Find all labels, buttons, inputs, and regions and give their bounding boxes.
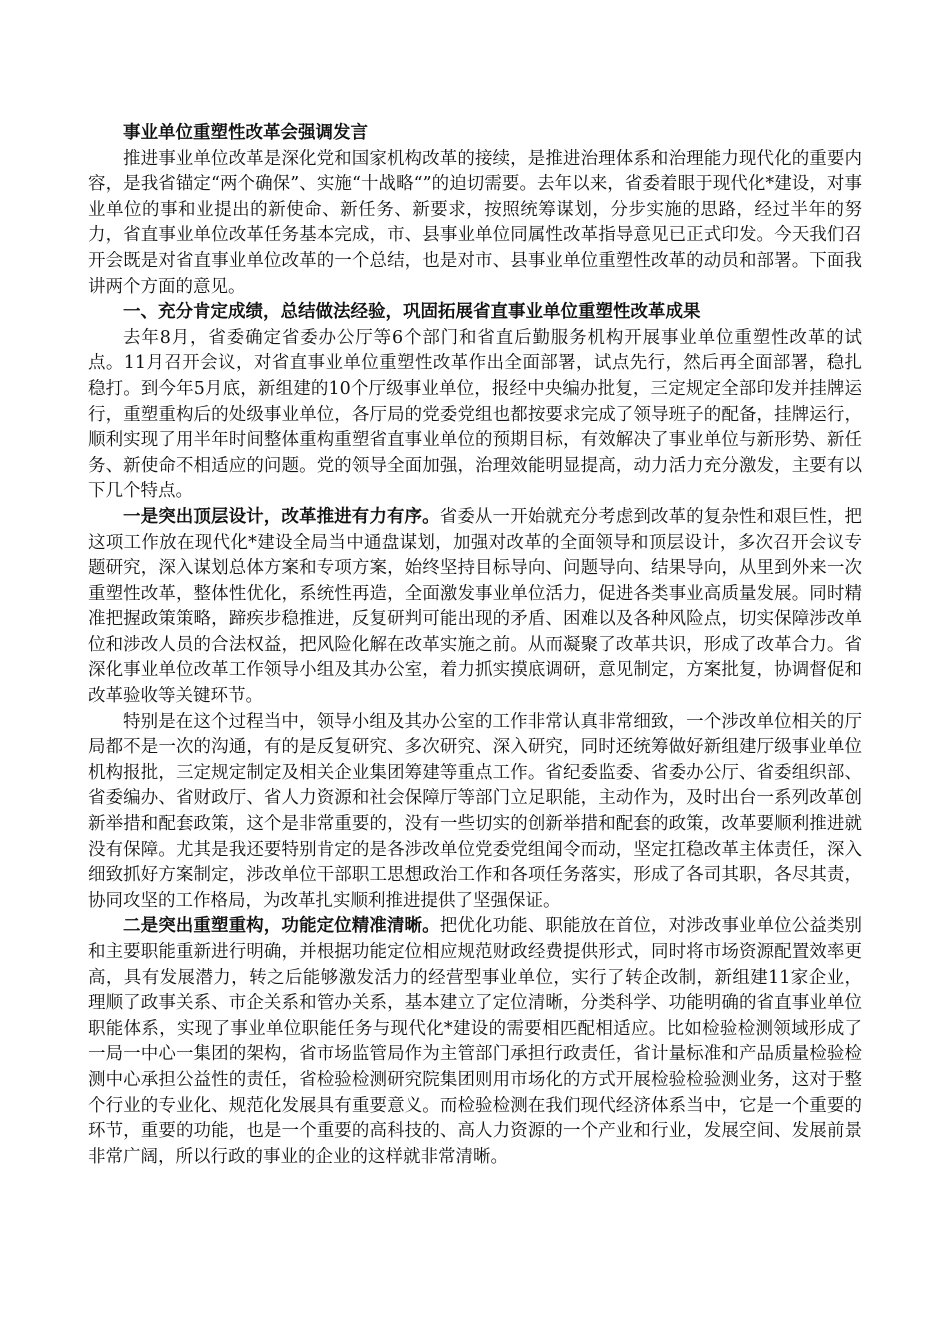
point-1-body: 省委从一开始就充分考虑到改革的复杂性和艰巨性，把这项工作放在现代化*建设全局当中通盘谋划，加强对改革的全面领导和顶层设计，多次召开会议专题研究，深入谋划总体方案和专项方案，始终坚持目标导向、问题导向、结果导向，从里到外来一次重塑性改革，整体性优化，系统性再造，全面激发事业单位活力，促进各类事业高质量发展。同时精准把握政策策略，蹄疾步稳推进，反复研判可能出现的矛盾、困难以及各种风险点，切实保障涉改单位和涉改人员的合法权益，把风险化解在改革实施之前。从而凝聚了改革共识，形成了改革合力。省深化事业单位改革工作领导小组及其办公室，着力抓实摸底调研，意见制定，方案批复，协调督促和改革验收等关键环节。 [88,506,863,707]
point-1-paragraph-2: 特别是在这个过程当中，领导小组及其办公室的工作非常认真非常细致，一个涉改单位相关的厅局都不是一次的沟通，有的是反复研究、多次研究、深入研究，同时还统筹做好新组建厅级事业单位机构报批，三定规定制定及相关企业集团筹建等重点工作。省纪委监委、省委办公厅、省委组织部、省委编办、省财政厅、省人力资源和社会保障厅等部门立足职能，主动作为，及时出台一系列改革创新举措和配套政策，这个是非常重要的，没有一些切实的创新举措和配套的政策，改革要顺利推进就没有保障。尤其是我还要特别肯定的是各涉改单位党委党组闻令而动，坚定扛稳改革主体责任，深入细致抓好方案制定，涉改单位干部职工思想政治工作和各项任务落实，形成了各司其职，各尽其责，协同攻坚的工作格局，为改革扎实顺利推进提供了坚强保证。 [88,711,862,911]
document-page [88,121,862,1170]
section-1-paragraph: 去年8月，省委确定省委办公厅等6个部门和省直后勤服务机构开展事业单位重塑性改革的试点。11月召开会议，对省直事业单位重塑性改革作出全面部署，试点先行，然后再全面部署，稳扎稳打。到今年5月底，新组建的10个厅级事业单位，报经中央编办批复，三定规定全部印发并挂牌运行，重塑重构后的处级事业单位，各厅局的党委党组也都按要求完成了领导班子的配备，挂牌运行，顺利实现了用半年时间整体重构重塑省直事业单位的预期目标，有效解决了事业单位与新形势、新任务、新使命不相适应的问题。党的领导全面加强，治理效能明显提高，动力活力充分激发，主要有以下几个特点。 [88,327,862,502]
point-1-paragraph [88,505,862,710]
point-2-body: 把优化功能、职能放在首位，对涉改事业单位公益类别和主要职能重新进行明确，并根据功能定位相应规范财政经费提供形式，同时将市场资源配置效率更高，具有发展潜力，转之后能够激发活力的经营型事业单位，实行了转企改制，新组建11家企业，理顺了政事关系、市企关系和管办关系，基本建立了定位清晰，分类科学、功能明确的省直事业单位职能体系，实现了事业单位职能任务与现代化*建设的需要相匹配相适应。比如检验检测领域形成了一局一中心一集团的架构，省市场监管局作为主管部门承担行政责任，省计量标准和产品质量检验检测中心承担公益性的责任，省检验检测研究院集团则用市场化的方式开展检验检验测业务，这对于整个行业的专业化、规范化发展具有重要意义。而检验检测在我们现代经济体系当中，它是一个重要的环节，重要的功能，也是一个重要的高科技的、高人力资源的一个产业和行业，发展空间、发展前景非常广阔，所以行政的事业的企业的这样就非常清晰。 [88,916,863,1167]
point-1-lead: 一是突出顶层设计，改革推进有力有序。 [123,506,440,527]
section-1-heading: 一、充分肯定成绩，总结做法经验，巩固拓展省直事业单位重塑性改革成果 [123,302,701,323]
point-2-lead: 二是突出重塑重构，功能定位精准清晰。 [123,916,440,937]
document-title: 事业单位重塑性改革会强调发言 [123,123,368,143]
intro-paragraph: 推进事业单位改革是深化党和国家机构改革的接续，是推进治理体系和治理能力现代化的重要内容，是我省锚定“两个确保”、实施“十战略“”的迫切需要。去年以来，省委着眼于现代化*建设，对事业单位的事和业提出的新使命、新任务、新要求，按照统筹谋划，分步实施的思路，经过半年的努力，省直事业单位改革任务基本完成，市、县事业单位同属性改革指导意见已正式印发。今天我们召开会既是对省直事业单位改革的一个总结，也是对市、县事业单位重塑性改革的动员和部署。下面我讲两个方面的意见。 [88,148,862,297]
point-2-paragraph [88,914,862,1170]
